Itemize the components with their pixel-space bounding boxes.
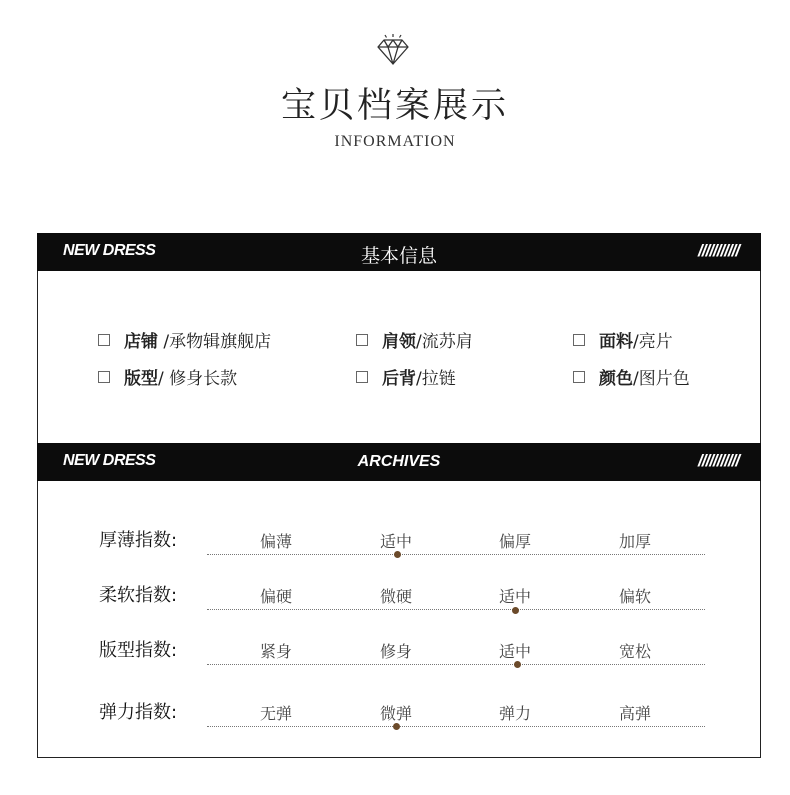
scale-option: 弹力	[498, 704, 531, 723]
scale-indicator-dot	[512, 607, 519, 614]
scale-option: 偏硬	[259, 587, 292, 606]
scale-line	[207, 726, 705, 727]
scale-option: 微硬	[379, 587, 412, 606]
checkbox-icon	[98, 334, 110, 346]
scale-option: 高弹	[618, 704, 651, 723]
scale-line	[207, 609, 705, 610]
scale-option: 无弹	[259, 704, 292, 723]
info-item-color: 颜色/图片色	[573, 364, 690, 389]
scale-label: 弹力指数:	[99, 702, 178, 723]
checkbox-icon	[98, 371, 110, 383]
bar-slashes: ///////////	[698, 451, 739, 470]
page-title: 宝贝档案展示	[280, 86, 509, 126]
scale-option: 加厚	[618, 532, 651, 551]
info-item-shop: 店铺 /承物辑旗舰店	[98, 327, 271, 352]
scale-option: 适中	[498, 642, 531, 661]
info-item-collar: 肩领/流苏肩	[356, 327, 473, 352]
scale-option: 紧身	[259, 642, 292, 661]
info-item-back: 后背/拉链	[356, 364, 456, 389]
scale-option: 微弹	[379, 704, 412, 723]
bar-center-title: 基本信息	[360, 245, 437, 267]
scale-option: 适中	[498, 587, 531, 606]
bar-slashes: ///////////	[698, 241, 739, 260]
scale-label: 厚薄指数:	[99, 530, 178, 551]
scale-indicator-dot	[394, 551, 401, 558]
info-item-fit: 版型/ 修身长款	[98, 364, 237, 389]
section-bar-basic-info	[37, 233, 761, 271]
scale-option: 宽松	[618, 642, 651, 661]
info-item-fabric: 面料/亮片	[573, 327, 673, 352]
scale-option: 修身	[379, 642, 412, 661]
scale-option: 偏薄	[259, 532, 292, 551]
scale-option: 适中	[379, 532, 412, 551]
scale-indicator-dot	[514, 661, 521, 668]
bar-left-label: NEW DRESS	[63, 242, 156, 259]
section-bar-archives	[37, 443, 761, 481]
info-frame	[37, 233, 761, 758]
page-subtitle: INFORMATION	[334, 133, 456, 150]
scale-line	[207, 664, 705, 665]
checkbox-icon	[573, 371, 585, 383]
scale-option: 偏厚	[498, 532, 531, 551]
scale-option: 偏软	[618, 587, 651, 606]
scale-indicator-dot	[393, 723, 400, 730]
scale-label: 柔软指数:	[99, 585, 178, 606]
header	[0, 0, 790, 200]
scale-label: 版型指数:	[99, 640, 178, 661]
checkbox-icon	[573, 334, 585, 346]
checkbox-icon	[356, 371, 368, 383]
bar-center-title: ARCHIVES	[357, 453, 441, 470]
bar-left-label: NEW DRESS	[63, 452, 156, 469]
diamond-icon	[376, 34, 410, 66]
checkbox-icon	[356, 334, 368, 346]
scale-line	[207, 554, 705, 555]
